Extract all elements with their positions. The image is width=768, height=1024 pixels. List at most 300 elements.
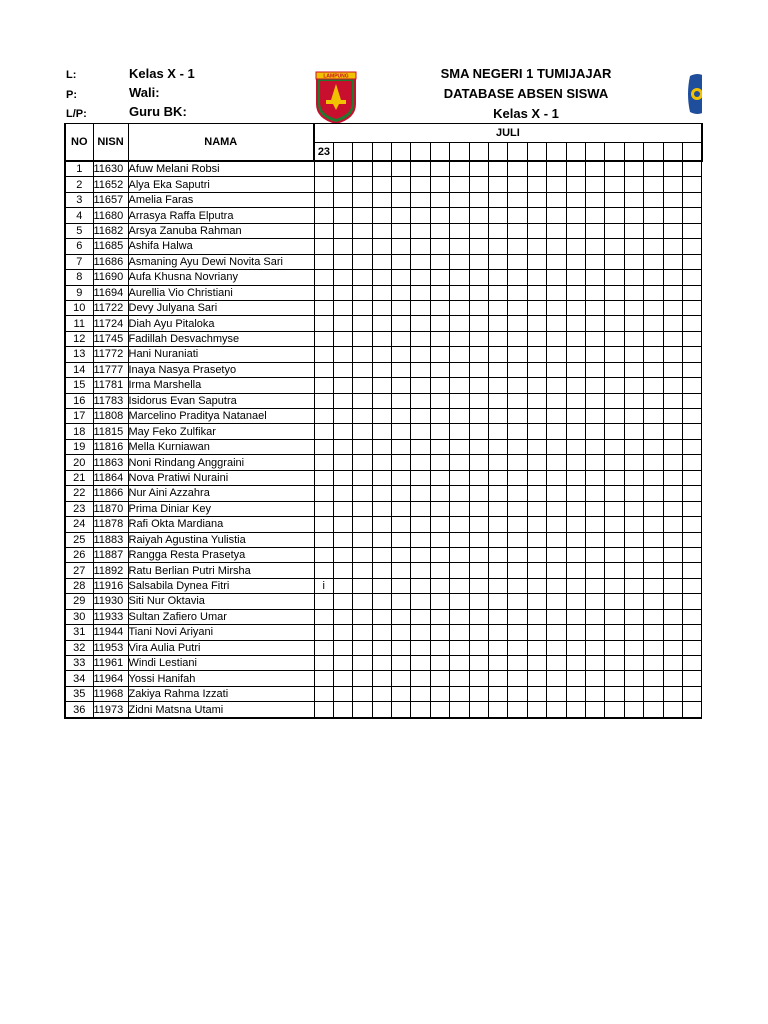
attendance-cell[interactable] <box>682 486 701 501</box>
attendance-cell[interactable] <box>469 532 488 547</box>
attendance-cell[interactable] <box>644 547 663 562</box>
attendance-cell[interactable] <box>353 439 372 454</box>
attendance-cell[interactable] <box>372 702 391 718</box>
attendance-cell[interactable] <box>585 316 604 331</box>
attendance-cell[interactable] <box>450 285 469 300</box>
attendance-cell[interactable] <box>430 640 449 655</box>
attendance-cell[interactable] <box>450 223 469 238</box>
attendance-cell[interactable] <box>450 656 469 671</box>
attendance-cell[interactable] <box>430 347 449 362</box>
attendance-cell[interactable] <box>508 532 527 547</box>
attendance-cell[interactable] <box>527 640 546 655</box>
attendance-cell[interactable] <box>663 486 682 501</box>
attendance-cell[interactable] <box>430 671 449 686</box>
attendance-cell[interactable] <box>605 254 624 269</box>
attendance-cell[interactable] <box>372 254 391 269</box>
attendance-cell[interactable] <box>430 300 449 315</box>
attendance-cell[interactable] <box>547 285 566 300</box>
attendance-cell[interactable] <box>392 486 411 501</box>
attendance-cell[interactable] <box>411 254 430 269</box>
attendance-cell[interactable] <box>372 270 391 285</box>
attendance-cell[interactable] <box>605 177 624 192</box>
attendance-cell[interactable] <box>644 640 663 655</box>
attendance-cell[interactable] <box>372 300 391 315</box>
attendance-cell[interactable] <box>547 455 566 470</box>
attendance-cell[interactable] <box>585 424 604 439</box>
attendance-cell[interactable] <box>489 300 508 315</box>
attendance-cell[interactable] <box>682 455 701 470</box>
attendance-cell[interactable] <box>469 285 488 300</box>
attendance-cell[interactable] <box>547 625 566 640</box>
attendance-cell[interactable] <box>314 640 333 655</box>
attendance-cell[interactable] <box>682 594 701 609</box>
attendance-cell[interactable] <box>450 316 469 331</box>
attendance-cell[interactable] <box>644 254 663 269</box>
attendance-cell[interactable] <box>585 347 604 362</box>
attendance-cell[interactable] <box>508 270 527 285</box>
attendance-cell[interactable] <box>644 239 663 254</box>
attendance-cell[interactable] <box>411 547 430 562</box>
attendance-cell[interactable] <box>333 686 352 701</box>
attendance-cell[interactable] <box>372 625 391 640</box>
attendance-cell[interactable] <box>353 532 372 547</box>
attendance-cell[interactable] <box>547 347 566 362</box>
attendance-cell[interactable] <box>644 192 663 207</box>
attendance-cell[interactable] <box>489 409 508 424</box>
attendance-cell[interactable] <box>333 270 352 285</box>
attendance-cell[interactable] <box>624 223 643 238</box>
attendance-cell[interactable] <box>489 594 508 609</box>
attendance-cell[interactable] <box>430 594 449 609</box>
attendance-cell[interactable] <box>469 547 488 562</box>
attendance-cell[interactable] <box>372 486 391 501</box>
attendance-cell[interactable] <box>566 671 585 686</box>
attendance-cell[interactable] <box>624 331 643 346</box>
attendance-cell[interactable] <box>392 439 411 454</box>
attendance-cell[interactable] <box>682 686 701 701</box>
attendance-cell[interactable] <box>508 455 527 470</box>
attendance-cell[interactable] <box>508 547 527 562</box>
attendance-cell[interactable] <box>411 393 430 408</box>
attendance-cell[interactable] <box>314 439 333 454</box>
attendance-cell[interactable] <box>314 702 333 718</box>
attendance-cell[interactable] <box>411 223 430 238</box>
attendance-cell[interactable] <box>333 208 352 223</box>
attendance-cell[interactable] <box>314 656 333 671</box>
attendance-cell[interactable] <box>624 208 643 223</box>
attendance-cell[interactable] <box>489 347 508 362</box>
attendance-cell[interactable] <box>314 686 333 701</box>
attendance-cell[interactable] <box>566 563 585 578</box>
attendance-cell[interactable] <box>624 486 643 501</box>
attendance-cell[interactable] <box>508 501 527 516</box>
attendance-cell[interactable] <box>333 640 352 655</box>
attendance-cell[interactable] <box>644 362 663 377</box>
attendance-cell[interactable] <box>392 532 411 547</box>
attendance-cell[interactable] <box>682 300 701 315</box>
attendance-cell[interactable] <box>489 578 508 593</box>
attendance-cell[interactable] <box>605 223 624 238</box>
attendance-cell[interactable] <box>605 455 624 470</box>
attendance-cell[interactable] <box>566 393 585 408</box>
attendance-cell[interactable] <box>489 254 508 269</box>
attendance-cell[interactable] <box>508 594 527 609</box>
attendance-cell[interactable] <box>430 285 449 300</box>
attendance-cell[interactable] <box>353 393 372 408</box>
attendance-cell[interactable] <box>508 470 527 485</box>
attendance-cell[interactable] <box>605 625 624 640</box>
attendance-cell[interactable] <box>547 254 566 269</box>
attendance-cell[interactable] <box>624 578 643 593</box>
attendance-cell[interactable] <box>450 609 469 624</box>
attendance-cell[interactable] <box>527 347 546 362</box>
attendance-cell[interactable] <box>508 177 527 192</box>
attendance-cell[interactable] <box>585 455 604 470</box>
attendance-cell[interactable] <box>314 609 333 624</box>
attendance-cell[interactable] <box>624 285 643 300</box>
attendance-cell[interactable] <box>663 362 682 377</box>
attendance-cell[interactable] <box>489 378 508 393</box>
attendance-cell[interactable] <box>527 671 546 686</box>
attendance-cell[interactable] <box>547 640 566 655</box>
attendance-cell[interactable] <box>663 578 682 593</box>
attendance-cell[interactable] <box>430 547 449 562</box>
attendance-cell[interactable] <box>624 470 643 485</box>
attendance-cell[interactable] <box>508 409 527 424</box>
attendance-cell[interactable] <box>605 439 624 454</box>
attendance-cell[interactable] <box>585 378 604 393</box>
attendance-cell[interactable] <box>489 455 508 470</box>
attendance-cell[interactable] <box>333 285 352 300</box>
attendance-cell[interactable] <box>547 331 566 346</box>
attendance-cell[interactable] <box>392 470 411 485</box>
attendance-cell[interactable] <box>411 270 430 285</box>
attendance-cell[interactable] <box>682 239 701 254</box>
attendance-cell[interactable] <box>527 656 546 671</box>
attendance-cell[interactable] <box>333 378 352 393</box>
attendance-cell[interactable] <box>527 424 546 439</box>
attendance-cell[interactable] <box>663 192 682 207</box>
attendance-cell[interactable] <box>372 347 391 362</box>
attendance-cell[interactable] <box>372 285 391 300</box>
attendance-cell[interactable] <box>624 547 643 562</box>
attendance-cell[interactable] <box>450 594 469 609</box>
attendance-cell[interactable] <box>333 625 352 640</box>
attendance-cell[interactable] <box>508 300 527 315</box>
attendance-cell[interactable] <box>372 223 391 238</box>
attendance-cell[interactable] <box>411 285 430 300</box>
attendance-cell[interactable] <box>353 347 372 362</box>
attendance-cell[interactable] <box>605 640 624 655</box>
attendance-cell[interactable] <box>450 563 469 578</box>
attendance-cell[interactable] <box>605 409 624 424</box>
attendance-cell[interactable] <box>469 470 488 485</box>
attendance-cell[interactable] <box>333 578 352 593</box>
attendance-cell[interactable] <box>663 285 682 300</box>
attendance-cell[interactable] <box>624 347 643 362</box>
attendance-cell[interactable] <box>450 640 469 655</box>
attendance-cell[interactable] <box>663 439 682 454</box>
attendance-cell[interactable] <box>333 547 352 562</box>
attendance-cell[interactable] <box>372 547 391 562</box>
attendance-cell[interactable] <box>527 362 546 377</box>
attendance-cell[interactable] <box>353 424 372 439</box>
attendance-cell[interactable] <box>430 532 449 547</box>
attendance-cell[interactable] <box>489 439 508 454</box>
attendance-cell[interactable] <box>372 609 391 624</box>
attendance-cell[interactable] <box>644 223 663 238</box>
attendance-cell[interactable] <box>489 331 508 346</box>
attendance-cell[interactable] <box>314 470 333 485</box>
attendance-cell[interactable] <box>372 239 391 254</box>
attendance-cell[interactable] <box>605 424 624 439</box>
attendance-cell[interactable] <box>333 254 352 269</box>
attendance-cell[interactable] <box>644 625 663 640</box>
attendance-cell[interactable] <box>624 161 643 177</box>
attendance-cell[interactable] <box>450 439 469 454</box>
attendance-cell[interactable] <box>469 517 488 532</box>
attendance-cell[interactable] <box>392 424 411 439</box>
attendance-cell[interactable] <box>527 208 546 223</box>
attendance-cell[interactable] <box>682 393 701 408</box>
attendance-cell[interactable] <box>527 393 546 408</box>
attendance-cell[interactable] <box>489 686 508 701</box>
attendance-cell[interactable] <box>527 270 546 285</box>
attendance-cell[interactable] <box>333 609 352 624</box>
attendance-cell[interactable] <box>605 331 624 346</box>
attendance-cell[interactable] <box>663 177 682 192</box>
attendance-cell[interactable] <box>508 702 527 718</box>
attendance-cell[interactable] <box>566 686 585 701</box>
attendance-cell[interactable] <box>430 254 449 269</box>
attendance-cell[interactable] <box>663 254 682 269</box>
attendance-cell[interactable] <box>605 578 624 593</box>
attendance-cell[interactable] <box>469 563 488 578</box>
attendance-cell[interactable] <box>663 563 682 578</box>
attendance-cell[interactable] <box>430 702 449 718</box>
attendance-cell[interactable] <box>469 486 488 501</box>
attendance-cell[interactable] <box>450 177 469 192</box>
attendance-cell[interactable] <box>663 208 682 223</box>
attendance-cell[interactable] <box>469 254 488 269</box>
attendance-cell[interactable] <box>430 517 449 532</box>
attendance-cell[interactable] <box>430 563 449 578</box>
attendance-cell[interactable] <box>430 424 449 439</box>
attendance-cell[interactable] <box>547 656 566 671</box>
attendance-cell[interactable] <box>508 331 527 346</box>
attendance-cell[interactable] <box>314 532 333 547</box>
attendance-cell[interactable] <box>566 161 585 177</box>
attendance-cell[interactable] <box>430 331 449 346</box>
attendance-cell[interactable] <box>469 192 488 207</box>
attendance-cell[interactable] <box>682 671 701 686</box>
attendance-cell[interactable] <box>508 316 527 331</box>
attendance-cell[interactable] <box>605 671 624 686</box>
attendance-cell[interactable] <box>644 501 663 516</box>
attendance-cell[interactable] <box>605 517 624 532</box>
attendance-cell[interactable] <box>469 671 488 686</box>
attendance-cell[interactable] <box>411 362 430 377</box>
attendance-cell[interactable] <box>411 455 430 470</box>
attendance-cell[interactable] <box>372 316 391 331</box>
attendance-cell[interactable] <box>372 455 391 470</box>
attendance-cell[interactable] <box>605 393 624 408</box>
attendance-cell[interactable] <box>508 563 527 578</box>
attendance-cell[interactable] <box>508 439 527 454</box>
attendance-cell[interactable] <box>547 563 566 578</box>
attendance-cell[interactable] <box>682 532 701 547</box>
attendance-cell[interactable] <box>547 409 566 424</box>
attendance-cell[interactable] <box>644 702 663 718</box>
attendance-cell[interactable] <box>333 316 352 331</box>
attendance-cell[interactable] <box>392 378 411 393</box>
attendance-cell[interactable] <box>353 671 372 686</box>
attendance-cell[interactable] <box>314 192 333 207</box>
attendance-cell[interactable] <box>430 223 449 238</box>
attendance-cell[interactable] <box>566 547 585 562</box>
attendance-cell[interactable] <box>527 223 546 238</box>
attendance-cell[interactable] <box>372 331 391 346</box>
attendance-cell[interactable] <box>411 640 430 655</box>
attendance-cell[interactable] <box>527 609 546 624</box>
attendance-cell[interactable] <box>411 501 430 516</box>
attendance-cell[interactable] <box>682 331 701 346</box>
attendance-cell[interactable] <box>411 517 430 532</box>
attendance-cell[interactable] <box>566 486 585 501</box>
attendance-cell[interactable] <box>353 409 372 424</box>
attendance-cell[interactable] <box>450 702 469 718</box>
attendance-cell[interactable] <box>314 223 333 238</box>
attendance-cell[interactable] <box>527 409 546 424</box>
attendance-cell[interactable] <box>624 300 643 315</box>
attendance-cell[interactable] <box>605 378 624 393</box>
attendance-cell[interactable] <box>430 208 449 223</box>
attendance-cell[interactable] <box>624 702 643 718</box>
attendance-cell[interactable] <box>624 656 643 671</box>
attendance-cell[interactable] <box>682 316 701 331</box>
attendance-cell[interactable] <box>585 501 604 516</box>
attendance-cell[interactable] <box>663 517 682 532</box>
attendance-cell[interactable] <box>469 501 488 516</box>
attendance-cell[interactable] <box>372 470 391 485</box>
attendance-cell[interactable] <box>527 686 546 701</box>
attendance-cell[interactable] <box>314 347 333 362</box>
attendance-cell[interactable] <box>605 501 624 516</box>
attendance-cell[interactable] <box>527 455 546 470</box>
attendance-cell[interactable] <box>605 686 624 701</box>
attendance-cell[interactable] <box>547 393 566 408</box>
attendance-cell[interactable] <box>682 470 701 485</box>
attendance-cell[interactable] <box>333 177 352 192</box>
attendance-cell[interactable] <box>663 378 682 393</box>
attendance-cell[interactable] <box>489 517 508 532</box>
attendance-cell[interactable] <box>353 578 372 593</box>
attendance-cell[interactable] <box>450 686 469 701</box>
attendance-cell[interactable] <box>372 640 391 655</box>
attendance-cell[interactable] <box>585 563 604 578</box>
attendance-cell[interactable] <box>353 486 372 501</box>
attendance-cell[interactable] <box>392 208 411 223</box>
attendance-cell[interactable] <box>392 455 411 470</box>
attendance-cell[interactable] <box>450 547 469 562</box>
attendance-cell[interactable] <box>392 517 411 532</box>
attendance-cell[interactable] <box>333 300 352 315</box>
attendance-cell[interactable] <box>489 192 508 207</box>
attendance-cell[interactable] <box>663 393 682 408</box>
attendance-cell[interactable] <box>585 192 604 207</box>
attendance-cell[interactable] <box>450 161 469 177</box>
attendance-cell[interactable] <box>372 686 391 701</box>
attendance-cell[interactable] <box>527 702 546 718</box>
attendance-cell[interactable] <box>547 686 566 701</box>
attendance-cell[interactable] <box>314 409 333 424</box>
attendance-cell[interactable] <box>333 347 352 362</box>
attendance-cell[interactable] <box>430 578 449 593</box>
attendance-cell[interactable] <box>566 625 585 640</box>
attendance-cell[interactable] <box>392 547 411 562</box>
attendance-cell[interactable] <box>508 378 527 393</box>
attendance-cell[interactable] <box>644 347 663 362</box>
attendance-cell[interactable] <box>314 316 333 331</box>
attendance-cell[interactable] <box>566 239 585 254</box>
attendance-cell[interactable] <box>585 270 604 285</box>
attendance-cell[interactable] <box>372 501 391 516</box>
attendance-cell[interactable] <box>585 517 604 532</box>
attendance-cell[interactable] <box>644 563 663 578</box>
attendance-cell[interactable] <box>372 563 391 578</box>
attendance-cell[interactable] <box>314 547 333 562</box>
attendance-cell[interactable] <box>624 563 643 578</box>
attendance-cell[interactable] <box>353 563 372 578</box>
attendance-cell[interactable] <box>372 517 391 532</box>
attendance-cell[interactable] <box>644 470 663 485</box>
attendance-cell[interactable] <box>469 239 488 254</box>
attendance-cell[interactable] <box>450 532 469 547</box>
attendance-cell[interactable] <box>489 223 508 238</box>
attendance-cell[interactable] <box>314 455 333 470</box>
attendance-cell[interactable] <box>430 239 449 254</box>
attendance-cell[interactable] <box>411 625 430 640</box>
attendance-cell[interactable] <box>644 656 663 671</box>
attendance-cell[interactable] <box>353 594 372 609</box>
attendance-cell[interactable] <box>411 439 430 454</box>
attendance-cell[interactable] <box>430 316 449 331</box>
attendance-cell[interactable] <box>624 177 643 192</box>
attendance-cell[interactable] <box>682 501 701 516</box>
attendance-cell[interactable] <box>566 594 585 609</box>
attendance-cell[interactable] <box>527 501 546 516</box>
attendance-cell[interactable] <box>547 177 566 192</box>
attendance-cell[interactable] <box>469 702 488 718</box>
attendance-cell[interactable] <box>527 300 546 315</box>
attendance-cell[interactable] <box>585 640 604 655</box>
attendance-cell[interactable] <box>353 640 372 655</box>
attendance-cell[interactable] <box>624 671 643 686</box>
attendance-cell[interactable] <box>644 671 663 686</box>
attendance-cell[interactable] <box>314 594 333 609</box>
attendance-cell[interactable] <box>372 161 391 177</box>
attendance-cell[interactable] <box>392 223 411 238</box>
attendance-cell[interactable] <box>314 177 333 192</box>
attendance-cell[interactable] <box>663 409 682 424</box>
attendance-cell[interactable] <box>663 455 682 470</box>
attendance-cell[interactable] <box>411 347 430 362</box>
attendance-cell[interactable] <box>372 578 391 593</box>
attendance-cell[interactable] <box>469 625 488 640</box>
attendance-cell[interactable] <box>430 192 449 207</box>
attendance-cell[interactable] <box>353 331 372 346</box>
attendance-cell[interactable] <box>508 285 527 300</box>
